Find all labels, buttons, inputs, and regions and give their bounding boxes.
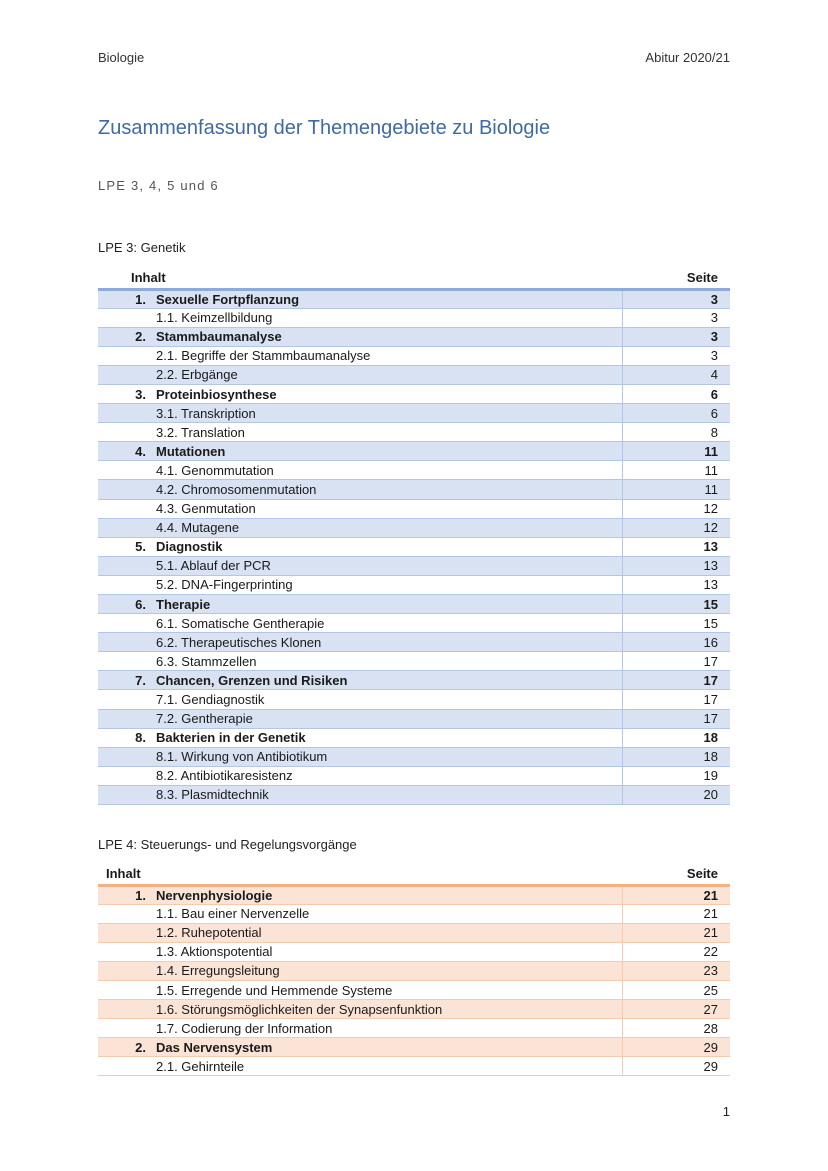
entry-title: Diagnostik xyxy=(156,539,223,555)
toc-subchapter-row xyxy=(98,614,730,633)
toc-entry xyxy=(98,942,622,961)
toc-entry xyxy=(98,308,622,327)
entry-page-number: 25 xyxy=(622,980,730,999)
toc-subchapter-row xyxy=(98,633,730,652)
entry-page-number: 17 xyxy=(622,690,730,709)
toc-subchapter-row xyxy=(98,308,730,327)
entry-title: Nervenphysiologie xyxy=(156,887,273,903)
entry-title: 6.3. Stammzellen xyxy=(156,653,257,669)
entry-title: 1.1. Bau einer Nervenzelle xyxy=(156,906,310,922)
toc-subchapter-row xyxy=(98,766,730,785)
column-header-content: Inhalt xyxy=(131,270,166,286)
toc-entry xyxy=(98,1000,622,1019)
toc-entry xyxy=(98,575,622,594)
section-heading-lpe3: LPE 3: Genetik xyxy=(98,240,186,255)
toc-entry xyxy=(98,499,622,518)
entry-page-number: 22 xyxy=(622,942,730,961)
entry-title: 6.2. Therapeutisches Klonen xyxy=(156,634,322,650)
chapter-number: 2. xyxy=(135,329,146,345)
entry-page-number: 15 xyxy=(622,595,730,614)
entry-page-number: 27 xyxy=(622,1000,730,1019)
entry-page-number: 3 xyxy=(622,327,730,346)
toc-subchapter-row xyxy=(98,518,730,537)
chapter-number: 1. xyxy=(135,291,146,307)
column-header-page: Seite xyxy=(686,270,718,286)
entry-title: 6.1. Somatische Gentherapie xyxy=(156,615,325,631)
toc-subchapter-row xyxy=(98,904,730,923)
entry-page-number: 11 xyxy=(622,480,730,499)
entry-page-number: 18 xyxy=(622,747,730,766)
entry-page-number: 3 xyxy=(622,346,730,365)
chapter-number: 8. xyxy=(135,730,146,746)
toc-entry xyxy=(98,904,622,923)
entry-page-number: 18 xyxy=(622,728,730,747)
entry-title: 1.7. Codierung der Information xyxy=(156,1020,333,1036)
chapter-number: 1. xyxy=(135,887,146,903)
toc-entry xyxy=(98,633,622,652)
entry-page-number: 16 xyxy=(622,633,730,652)
entry-title: Chancen, Grenzen und Risiken xyxy=(156,672,348,688)
toc-subchapter-row xyxy=(98,923,730,942)
toc-entry xyxy=(98,404,622,423)
entry-page-number: 13 xyxy=(622,537,730,556)
entry-title: 2.1. Begriffe der Stammbaumanalyse xyxy=(156,348,371,364)
toc-chapter-row xyxy=(98,885,730,904)
entry-page-number: 21 xyxy=(622,885,730,904)
entry-page-number: 21 xyxy=(622,904,730,923)
toc-entry xyxy=(98,690,622,709)
chapter-number: 5. xyxy=(135,539,146,555)
toc-subchapter-row xyxy=(98,1000,730,1019)
toc-entry xyxy=(98,885,622,904)
toc-subchapter-row xyxy=(98,346,730,365)
entry-title: Mutationen xyxy=(156,443,226,459)
entry-title: 1.4. Erregungsleitung xyxy=(156,963,280,979)
entry-title: 8.2. Antibiotikaresistenz xyxy=(156,768,293,784)
toc-entry xyxy=(98,652,622,671)
entry-page-number: 17 xyxy=(622,671,730,690)
toc-chapter-row xyxy=(98,671,730,690)
entry-title: 3.1. Transkription xyxy=(156,405,256,421)
toc-entry xyxy=(98,595,622,614)
entry-page-number: 21 xyxy=(622,923,730,942)
header-exam-year: Abitur 2020/21 xyxy=(645,50,730,65)
toc-entry xyxy=(98,327,622,346)
entry-title: 4.2. Chromosomenmutation xyxy=(156,481,317,497)
entry-title: 4.1. Genommutation xyxy=(156,462,274,478)
entry-title: 4.4. Mutagene xyxy=(156,520,240,536)
toc-subchapter-row xyxy=(98,961,730,980)
entry-page-number: 4 xyxy=(622,365,730,384)
chapter-number: 6. xyxy=(135,596,146,612)
entry-title: 3.2. Translation xyxy=(156,424,245,440)
entry-page-number: 28 xyxy=(622,1019,730,1038)
toc-entry xyxy=(98,1057,622,1076)
entry-page-number: 11 xyxy=(622,461,730,480)
toc-entry xyxy=(98,518,622,537)
toc-chapter-row xyxy=(98,327,730,346)
entry-title: Stammbaumanalyse xyxy=(156,329,282,345)
entry-title: 8.1. Wirkung von Antibiotikum xyxy=(156,749,328,765)
entry-page-number: 29 xyxy=(622,1057,730,1076)
page-header xyxy=(98,50,730,65)
toc-entry xyxy=(98,980,622,999)
toc-chapter-row xyxy=(98,537,730,556)
toc-subchapter-row xyxy=(98,365,730,384)
toc-entry xyxy=(98,461,622,480)
toc-entry xyxy=(98,961,622,980)
toc-entry xyxy=(98,480,622,499)
toc-subchapter-row xyxy=(98,942,730,961)
entry-title: 4.3. Genmutation xyxy=(156,501,256,517)
toc-chapter-row xyxy=(98,442,730,461)
entry-title: 8.3. Plasmidtechnik xyxy=(156,787,269,803)
toc-subchapter-row xyxy=(98,461,730,480)
toc-entry xyxy=(98,289,622,308)
entry-title: Therapie xyxy=(156,596,211,612)
column-header-page: Seite xyxy=(686,866,718,882)
toc-entry xyxy=(98,709,622,728)
entry-title: 1.1. Keimzellbildung xyxy=(156,310,273,326)
entry-page-number: 6 xyxy=(622,384,730,403)
toc-subchapter-row xyxy=(98,709,730,728)
entry-title: 1.2. Ruhepotential xyxy=(156,925,262,941)
entry-title: 1.5. Erregende und Hemmende Systeme xyxy=(156,982,393,998)
toc-entry xyxy=(98,423,622,442)
entry-page-number: 20 xyxy=(622,785,730,804)
entry-page-number: 23 xyxy=(622,961,730,980)
toc-subchapter-row xyxy=(98,1019,730,1038)
toc-subchapter-row xyxy=(98,785,730,804)
entry-title: 1.3. Aktionspotential xyxy=(156,944,273,960)
entry-page-number: 17 xyxy=(622,709,730,728)
toc-chapter-row xyxy=(98,1038,730,1057)
entry-page-number: 3 xyxy=(622,308,730,327)
entry-title: Sexuelle Fortpflanzung xyxy=(156,291,300,307)
entry-page-number: 12 xyxy=(622,518,730,537)
toc-subchapter-row xyxy=(98,404,730,423)
entry-title: Bakterien in der Genetik xyxy=(156,730,306,746)
toc-entry xyxy=(98,1019,622,1038)
toc-chapter-row xyxy=(98,595,730,614)
toc-subchapter-row xyxy=(98,423,730,442)
section-heading-lpe4: LPE 4: Steuerungs- und Regelungsvorgänge xyxy=(98,837,357,852)
entry-title: 2.2. Erbgänge xyxy=(156,367,238,383)
entry-title: Das Nervensystem xyxy=(156,1039,273,1055)
entry-page-number: 6 xyxy=(622,404,730,423)
toc-header-row xyxy=(98,866,730,885)
entry-page-number: 29 xyxy=(622,1038,730,1057)
entry-page-number: 13 xyxy=(622,556,730,575)
entry-page-number: 19 xyxy=(622,766,730,785)
chapter-number: 3. xyxy=(135,386,146,402)
toc-entry xyxy=(98,923,622,942)
toc-entry xyxy=(98,556,622,575)
chapter-number: 2. xyxy=(135,1039,146,1055)
entry-page-number: 3 xyxy=(622,289,730,308)
entry-title: 1.6. Störungsmöglichkeiten der Synapsenfunktion xyxy=(156,1001,443,1017)
toc-subchapter-row xyxy=(98,652,730,671)
entry-title: 7.1. Gendiagnostik xyxy=(156,692,265,708)
entry-title: 7.2. Gentherapie xyxy=(156,711,253,727)
toc-subchapter-row xyxy=(98,480,730,499)
toc-chapter-row xyxy=(98,384,730,403)
header-subject: Biologie xyxy=(98,50,145,65)
toc-chapter-row xyxy=(98,728,730,747)
column-header-content: Inhalt xyxy=(106,866,141,882)
toc-subchapter-row xyxy=(98,556,730,575)
document-subtitle: LPE 3, 4, 5 und 6 xyxy=(98,178,219,193)
toc-entry xyxy=(98,384,622,403)
toc-entry xyxy=(98,614,622,633)
toc-entry xyxy=(98,365,622,384)
toc-entry xyxy=(98,346,622,365)
entry-page-number: 13 xyxy=(622,575,730,594)
entry-page-number: 11 xyxy=(622,442,730,461)
toc-entry xyxy=(98,537,622,556)
toc-table-lpe4 xyxy=(98,866,730,1076)
chapter-number: 7. xyxy=(135,672,146,688)
toc-entry xyxy=(98,442,622,461)
entry-title: Proteinbiosynthese xyxy=(156,386,277,402)
entry-page-number: 12 xyxy=(622,499,730,518)
document-title: Zusammenfassung der Themengebiete zu Biologie xyxy=(98,117,551,139)
toc-entry xyxy=(98,785,622,804)
toc-subchapter-row xyxy=(98,690,730,709)
entry-page-number: 15 xyxy=(622,614,730,633)
toc-chapter-row xyxy=(98,289,730,308)
toc-entry xyxy=(98,747,622,766)
toc-subchapter-row xyxy=(98,499,730,518)
toc-subchapter-row xyxy=(98,980,730,999)
entry-title: 5.1. Ablauf der PCR xyxy=(156,558,271,574)
toc-subchapter-row xyxy=(98,747,730,766)
toc-table-lpe3 xyxy=(98,270,730,805)
toc-header-row xyxy=(98,270,730,289)
toc-entry xyxy=(98,671,622,690)
toc-entry xyxy=(98,728,622,747)
toc-subchapter-row xyxy=(98,575,730,594)
entry-title: 2.1. Gehirnteile xyxy=(156,1058,245,1074)
chapter-number: 4. xyxy=(135,443,146,459)
entry-page-number: 17 xyxy=(622,652,730,671)
toc-entry xyxy=(98,1038,622,1057)
entry-page-number: 8 xyxy=(622,423,730,442)
page-number: 1 xyxy=(722,1104,730,1119)
entry-title: 5.2. DNA-Fingerprinting xyxy=(156,577,293,593)
toc-entry xyxy=(98,766,622,785)
toc-subchapter-row xyxy=(98,1057,730,1076)
